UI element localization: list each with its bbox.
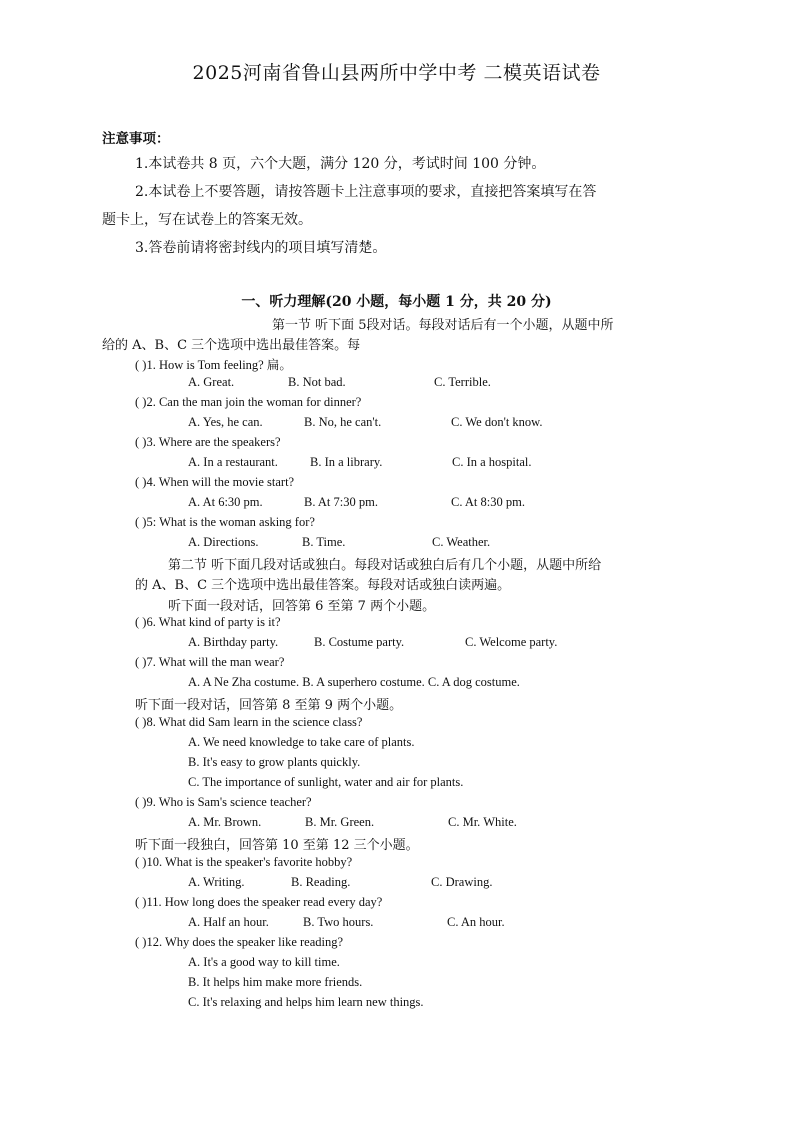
- dialogue-intro-8-9: 听下面一段对话，回答第 8 至第 9 两个小题。: [135, 698, 403, 713]
- question-9-option-b: B. Mr. Green.: [305, 815, 375, 829]
- question-1-option-b: B. Not bad.: [288, 375, 346, 389]
- question-12: ( )12. Why does the speaker like reading?: [135, 935, 344, 949]
- question-10-option-c: C. Drawing.: [431, 875, 493, 889]
- question-2-option-b: B. No, he can't.: [304, 415, 382, 429]
- question-3: ( )3. Where are the speakers?: [135, 435, 281, 449]
- notice-item-1: 1.本试卷共 8 页，六个大题，满分 120 分，考试时间 100 分钟。: [135, 156, 546, 172]
- section-2-instructions-line-1: 第二节 听下面几段对话或独白。每段对话或独白后有几个小题，从题中所给: [168, 558, 602, 573]
- question-9-option-c: C. Mr. White.: [448, 815, 517, 829]
- question-10: ( )10. What is the speaker's favorite hobby?: [135, 855, 353, 869]
- notice-item-2-line-2: 题卡上，写在试卷上的答案无效。: [102, 212, 312, 228]
- question-1-option-c: C. Terrible.: [434, 375, 491, 389]
- question-11-option-c: C. An hour.: [447, 915, 505, 929]
- question-9: ( )9. Who is Sam's science teacher?: [135, 795, 312, 809]
- question-12-option-c: C. It's relaxing and helps him learn new things.: [188, 995, 424, 1009]
- question-2-option-c: C. We don't know.: [451, 415, 543, 429]
- question-3-option-a: A. In a restaurant.: [188, 455, 278, 469]
- dialogue-intro-6-7: 听下面一段对话，回答第 6 至第 7 两个小题。: [168, 599, 436, 614]
- question-8: ( )8. What did Sam learn in the science class?: [135, 715, 363, 729]
- section-2-instructions-line-2: 的 A、B、C 三个选项中选出最佳答案。每段对话或独白读两遍。: [135, 578, 511, 593]
- question-6-option-b: B. Costume party.: [314, 635, 405, 649]
- question-6-option-c: C. Welcome party.: [465, 635, 558, 649]
- section-1-instructions-line-1: 第一节 听下面 5段对话。每段对话后有一个小题，从题中所: [272, 318, 614, 333]
- question-7-options: A. A Ne Zha costume. B. A superhero costume. C. A dog costume.: [188, 675, 520, 689]
- question-11-option-a: A. Half an hour.: [188, 915, 269, 929]
- question-8-option-b: B. It's easy to grow plants quickly.: [188, 755, 361, 769]
- question-10-option-b: B. Reading.: [291, 875, 351, 889]
- question-11-option-b: B. Two hours.: [303, 915, 374, 929]
- question-2-option-a: A. Yes, he can.: [188, 415, 263, 429]
- section-1-instructions-line-2: 给的 A、B、C 三个选项中选出最佳答案。每: [102, 338, 361, 353]
- notice-item-2-line-1: 2.本试卷上不要答题，请按答题卡上注意事项的要求，直接把答案填写在答: [135, 184, 597, 200]
- notice-heading: 注意事项：: [102, 131, 170, 147]
- question-8-option-a: A. We need knowledge to take care of plants.: [188, 735, 415, 749]
- question-12-option-a: A. It's a good way to kill time.: [188, 955, 340, 969]
- question-3-option-c: C. In a hospital.: [452, 455, 532, 469]
- question-1: ( )1. How is Tom feeling? 扁。: [135, 358, 292, 372]
- question-10-option-a: A. Writing.: [188, 875, 245, 889]
- question-12-option-b: B. It helps him make more friends.: [188, 975, 363, 989]
- question-9-option-a: A. Mr. Brown.: [188, 815, 262, 829]
- question-4-option-b: B. At 7:30 pm.: [304, 495, 378, 509]
- question-1-option-a: A. Great.: [188, 375, 235, 389]
- question-8-option-c: C. The importance of sunlight, water and air for plants.: [188, 775, 464, 789]
- question-5-option-c: C. Weather.: [432, 535, 491, 549]
- question-5: ( )5: What is the woman asking for?: [135, 515, 315, 529]
- question-4-option-c: C. At 8:30 pm.: [451, 495, 525, 509]
- question-4: ( )4. When will the movie start?: [135, 475, 295, 489]
- page-title: 2025河南省鲁山县两所中学中考 二模英语试卷: [192, 62, 601, 84]
- part-1-title: 一、听力理解(20 小题，每小题 1 分，共 20 分): [241, 294, 552, 310]
- question-6: ( )6. What kind of party is it?: [135, 615, 281, 629]
- question-7: ( )7. What will the man wear?: [135, 655, 285, 669]
- monologue-intro-10-12: 听下面一段独白，回答第 10 至第 12 三个小题。: [135, 838, 419, 853]
- question-6-option-a: A. Birthday party.: [188, 635, 279, 649]
- question-2: ( )2. Can the man join the woman for dinner?: [135, 395, 362, 409]
- notice-item-3: 3.答卷前请将密封线内的项目填写清楚。: [135, 240, 387, 256]
- question-3-option-b: B. In a library.: [310, 455, 383, 469]
- question-5-option-b: B. Time.: [302, 535, 346, 549]
- question-11: ( )11. How long does the speaker read every day?: [135, 895, 383, 909]
- question-5-option-a: A. Directions.: [188, 535, 259, 549]
- question-4-option-a: A. At 6:30 pm.: [188, 495, 263, 509]
